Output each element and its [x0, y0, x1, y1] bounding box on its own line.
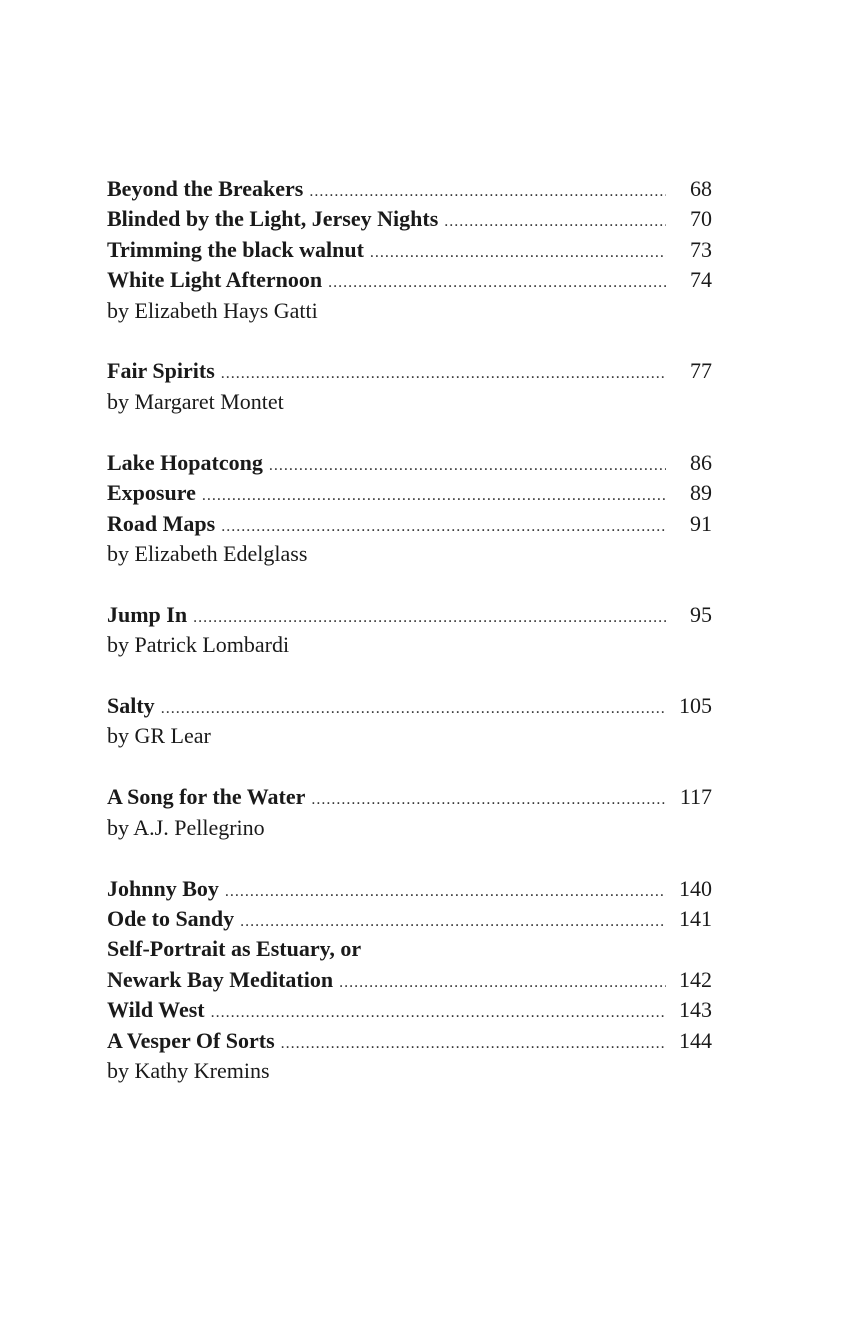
entry-page-number: 143 [679, 997, 712, 1023]
toc-entry[interactable] [107, 874, 712, 904]
toc-entry[interactable] [107, 448, 712, 478]
entry-title: Fair Spirits [107, 358, 215, 384]
toc-entry[interactable] [107, 174, 712, 204]
author-byline: by Patrick Lombardi [107, 632, 290, 658]
dot-leader [309, 177, 666, 207]
entry-title: Self-Portrait as Estuary, or [107, 936, 362, 962]
entry-page-number: 86 [690, 449, 712, 475]
toc-group [107, 174, 712, 326]
toc-entry[interactable] [107, 691, 712, 721]
entry-title: Beyond the Breakers [107, 176, 304, 201]
author-byline: by GR Lear [107, 723, 211, 749]
toc-entry[interactable] [107, 235, 712, 265]
dot-leader [444, 207, 666, 237]
entry-title: A Song for the Water [107, 784, 306, 810]
entry-page-number: 91 [690, 510, 712, 536]
author-byline: by Elizabeth Hays Gatti [107, 297, 318, 323]
entry-title: Lake Hopatcong [107, 449, 263, 475]
toc-entry[interactable] [107, 904, 712, 934]
toc-entry[interactable] [107, 1026, 712, 1056]
toc-group [107, 691, 712, 752]
author-byline: by Margaret Montet [107, 388, 284, 414]
entry-page-number: 74 [690, 267, 712, 293]
table-of-contents [107, 174, 712, 1117]
entry-title: Salty [107, 693, 155, 719]
dot-leader [240, 907, 666, 937]
entry-page-number: 140 [679, 875, 712, 901]
entry-title: A Vesper Of Sorts [107, 1027, 275, 1053]
entry-title: Trimming the black walnut [107, 236, 364, 262]
entry-page-number: 70 [690, 206, 712, 232]
toc-group [107, 874, 712, 1087]
entry-title: Newark Bay Meditation [107, 966, 334, 992]
toc-group [107, 782, 712, 843]
entry-page-number: 89 [690, 480, 712, 506]
entry-page-number: 77 [690, 358, 712, 384]
dot-leader [221, 512, 666, 542]
entry-title: Jump In [107, 601, 188, 627]
toc-group [107, 356, 712, 417]
dot-leader [370, 238, 666, 268]
toc-entry[interactable] [107, 509, 712, 539]
dot-leader [328, 268, 666, 298]
toc-entry[interactable] [107, 204, 712, 234]
dot-leader [193, 603, 666, 633]
dot-leader [161, 694, 666, 724]
entry-page-number: 105 [679, 693, 712, 719]
toc-entry[interactable] [107, 965, 712, 995]
entry-page-number: 141 [679, 906, 712, 932]
entry-title: Ode to Sandy [107, 906, 235, 932]
author-byline: by Elizabeth Edelglass [107, 540, 308, 566]
toc-entry[interactable] [107, 265, 712, 295]
toc-entry[interactable] [107, 995, 712, 1025]
dot-leader [269, 451, 666, 481]
entry-page-number: 68 [690, 176, 712, 201]
dot-leader [281, 1029, 666, 1059]
dot-leader [211, 998, 666, 1028]
entry-title: Blinded by the Light, Jersey Nights [107, 206, 439, 232]
entry-page-number: 73 [690, 236, 712, 262]
entry-title: Road Maps [107, 510, 216, 536]
dot-leader [202, 481, 666, 511]
toc-group [107, 448, 712, 570]
entry-title: White Light Afternoon [107, 267, 323, 293]
toc-entry[interactable] [107, 600, 712, 630]
entry-title: Wild West [107, 997, 205, 1023]
author-byline: by Kathy Kremins [107, 1057, 270, 1083]
toc-group [107, 600, 712, 661]
toc-entry[interactable] [107, 478, 712, 508]
entry-page-number: 144 [679, 1027, 712, 1053]
dot-leader [311, 785, 666, 815]
dot-leader [225, 877, 666, 907]
entry-page-number: 142 [679, 966, 712, 992]
toc-entry-title-line[interactable] [107, 934, 712, 964]
entry-title: Exposure [107, 480, 196, 506]
toc-entry[interactable] [107, 782, 712, 812]
entry-title: Johnny Boy [107, 875, 219, 901]
entry-page-number: 117 [679, 784, 712, 810]
author-byline: by A.J. Pellegrino [107, 814, 265, 840]
entry-page-number: 95 [690, 601, 712, 627]
toc-entry[interactable] [107, 356, 712, 386]
dot-leader [339, 968, 666, 998]
dot-leader [221, 359, 666, 389]
